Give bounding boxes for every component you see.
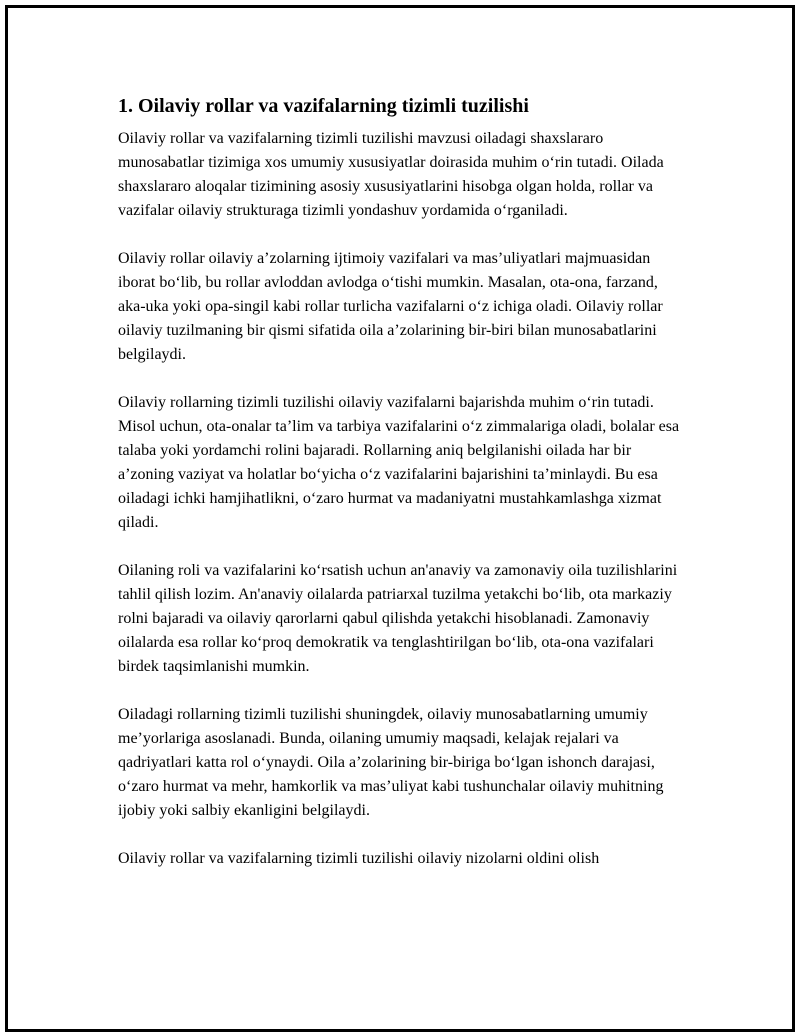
document-body xyxy=(118,92,686,871)
paragraph-1: Oilaviy rollar va vazifalarning tizimli tuzilishi mavzusi oiladagi shaxslararo munosabatlar tizimiga xos umumiy xususiyatlar doirasida muhim o‘rin tutadi. Oilada shaxslararo aloqalar tizimining asosiy xususiyatlarini hisobga olgan holda, rollar va vazifalar oilaviy strukturaga tizimli yondashuv yordamida o‘rganiladi. xyxy=(118,130,664,219)
paragraph-5: Oiladagi rollarning tizimli tuzilishi shuningdek, oilaviy munosabatlarning umumiy me’yorlariga asoslanadi. Bunda, oilaning umumiy maqsadi, kelajak rejalari va qadriyatlari katta rol o‘ynaydi. Oila a’zolarining bir-biriga bo‘lgan ishonch darajasi, o‘zaro hurmat va mehr, hamkorlik va mas’uliyat kabi tushunchalar oilaviy muhitning ijobiy yoki salbiy ekanligini belgilaydi. xyxy=(118,706,664,819)
paragraph-4: Oilaning roli va vazifalarini ko‘rsatish uchun an'anaviy va zamonaviy oila tuzilishlarini tahlil qilish lozim. An'anaviy oilalarda patriarxal tuzilma yetakchi bo‘lib, ota markaziy rolni bajaradi va oilaviy qarorlarni qabul qilishda yetakchi hisoblanadi. Zamonaviy oilalarda esa rollar ko‘proq demokratik va tenglashtirilgan bo‘lib, ota-ona vazifalari birdek taqsimlanishi mumkin. xyxy=(118,562,678,675)
paragraph-3: Oilaviy rollarning tizimli tuzilishi oilaviy vazifalarni bajarishda muhim o‘rin tutadi. Misol uchun, ota-onalar ta’lim va tarbiya vazifalarini o‘z zimmalariga oladi, bolalar esa talaba yoki yordamchi rolini bajaradi. Rollarning aniq belgilanishi oilada har bir a’zoning vaziyat va holatlar bo‘yicha o‘z vazifalarini bajarishini ta’minlaydi. Bu esa oiladagi ichki hamjihatlikni, o‘zaro hurmat va madaniyatni mustahkamlashga xizmat qiladi. xyxy=(118,394,680,531)
section-heading: 1. Oilaviy rollar va vazifalarning tizimli tuzilishi xyxy=(118,95,529,117)
paragraph-6: Oilaviy rollar va vazifalarning tizimli tuzilishi oilaviy nizolarni oldini olish xyxy=(118,850,600,867)
paragraph-2: Oilaviy rollar oilaviy a’zolarning ijtimoiy vazifalari va mas’uliyatlari majmuasidan iborat bo‘lib, bu rollar avloddan avlodga o‘tishi mumkin. Masalan, ota-ona, farzand, aka-uka yoki opa-singil kabi rollar turlicha vazifalarni o‘z ichiga oladi. Oilaviy rollar oilaviy tuzilmaning bir qismi sifatida oila a’zolarining bir-biri bilan munosabatlarini belgilaydi. xyxy=(118,250,663,363)
